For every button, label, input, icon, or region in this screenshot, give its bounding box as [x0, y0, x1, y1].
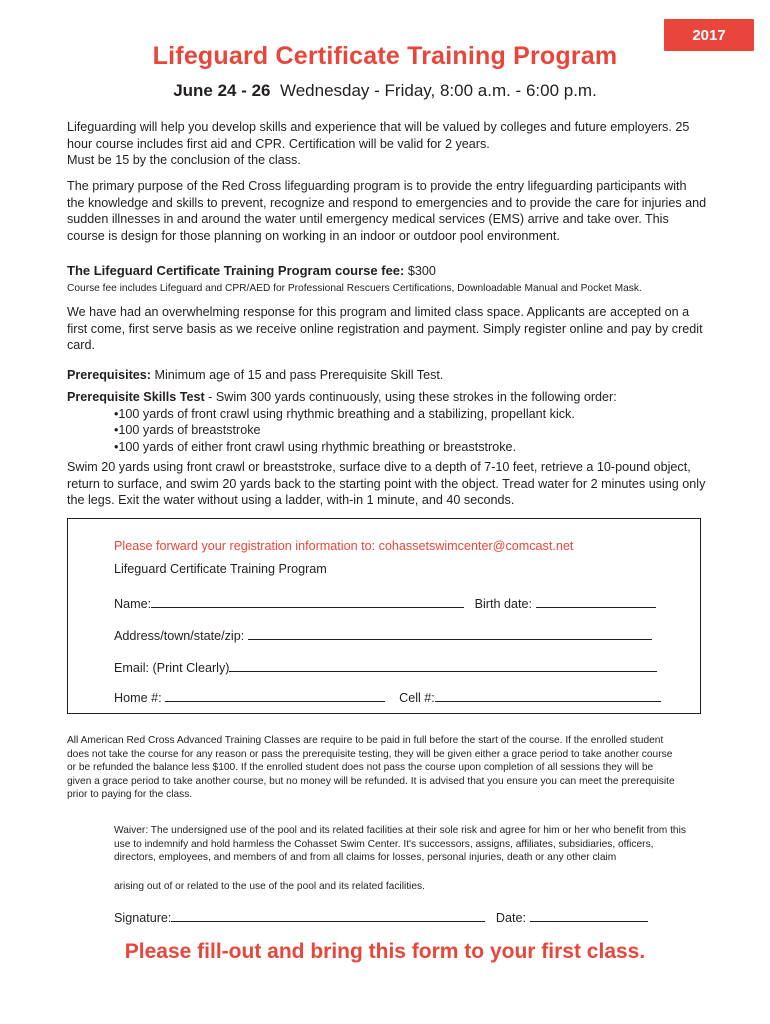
home-phone-field[interactable]: [165, 689, 385, 702]
email-label: Email: (Print Clearly): [114, 661, 230, 675]
address-field[interactable]: [248, 627, 652, 640]
address-label: Address/town/state/zip:: [114, 629, 245, 643]
intro-paragraph: [67, 119, 707, 169]
name-row: [114, 595, 656, 611]
form-program-title: Lifeguard Certificate Training Program: [114, 562, 327, 576]
skills-list: [67, 406, 707, 456]
waiver-text: Waiver: The undersigned use of the pool and its related facilities at their sole risk and agree for him or her who benefit from this use to indemnify and hold harmless the Cohasset Swim Center. It's successors, assigns, affiliates, subsidiaries, officers, directors, employees, and members of and from all claims for losses, personal injuries, death or any other claim: [114, 825, 686, 863]
cell-phone-field[interactable]: [435, 689, 661, 702]
cell-label: Cell #:: [399, 691, 435, 705]
fee-section: [67, 263, 707, 295]
bottom-notice: Please fill-out and bring this form to your first class.: [124, 940, 646, 963]
email-field[interactable]: [229, 659, 657, 672]
list-item: • 100 yards of breaststroke: [114, 422, 707, 439]
birth-label: Birth date:: [474, 597, 532, 611]
intro-line: Lifeguarding will help you develop skills and experience that will be valued by colleges and future employers. 25 hour course includes first aid and CPR. Certification will be valid for 2 years.: [67, 120, 690, 151]
prereq-label: Prerequisites:: [67, 368, 151, 382]
skills-text: - Swim 300 yards continuously, using these strokes in the following order:: [208, 390, 617, 404]
date-range: June 24 - 26: [173, 81, 271, 100]
name-label: Name:: [114, 597, 152, 611]
date-field[interactable]: [530, 909, 648, 922]
email-row: [114, 659, 657, 675]
home-label: Home #:: [114, 691, 162, 705]
prerequisites: [67, 367, 707, 384]
signature-field[interactable]: [171, 909, 485, 922]
refund-policy: All American Red Cross Advanced Training Classes are require to be paid in full before the start of the course. If the enrolled student does not take the course for any reason or pass the prerequisite testing, they will be given either a grace period to take another course or be refunded the balance less $100. If the enrolled student does not pass the course upon completion of all sessions they will be given a grace period to take another course, but no money will be refunded. It is advised that you ensure you can meet the prerequisite prior to paying for the class.: [67, 735, 675, 800]
fee-amount: $300: [407, 264, 436, 278]
date-schedule: Wednesday - Friday, 8:00 a.m. - 6:00 p.m.: [279, 81, 597, 100]
list-item: • 100 yards of either front crawl using rhythmic breathing or breaststroke.: [114, 439, 707, 456]
signature-row: [114, 909, 648, 925]
signature-label: Signature:: [114, 911, 172, 925]
registration-form: [67, 518, 701, 714]
name-field[interactable]: [151, 595, 464, 608]
forward-info: Please forward your registration information to: cohassetswimcenter@comcast.net: [114, 539, 574, 553]
year-badge: 2017: [664, 19, 754, 51]
fee-note: Course fee includes Lifeguard and CPR/AED for Professional Rescuers Certifications, Downloadable Manual and Pocket Mask.: [67, 282, 642, 294]
intro-age: Must be 15 by the conclusion of the class.: [67, 153, 301, 167]
fee-label: The Lifeguard Certificate Training Program course fee:: [67, 263, 405, 278]
address-row: [114, 627, 652, 643]
list-item: • 100 yards of front crawl using rhythmic breathing and a stabilizing, propellant kick.: [114, 406, 707, 423]
swim-paragraph: Swim 20 yards using front crawl or breaststroke, surface dive to a depth of 7-10 feet, retrieve a 10-pound object, return to surface, and swim 20 yards back to the starting point with the object. Tread water for 2 minutes using only the legs. Exit the water without using a ladder, with-in 1 minute, and 40 seconds.: [67, 460, 706, 507]
response-paragraph: We have had an overwhelming response for this program and limited class space. Applicants are accepted on a first come, first serve basis as we receive online registration and payment. Simply register online and pay by credit card.: [67, 305, 703, 352]
date-label: Date:: [495, 911, 527, 925]
waiver-tail: arising out of or related to the use of the pool and its related facilities.: [114, 881, 425, 892]
course-dates: [0, 81, 770, 101]
prereq-text: Minimum age of 15 and pass Prerequisite Skill Test.: [154, 368, 444, 382]
skills-test: [67, 389, 707, 455]
phone-row: [114, 689, 661, 705]
birth-date-field[interactable]: [536, 595, 656, 608]
page-title: Lifeguard Certificate Training Program: [152, 42, 618, 70]
purpose-paragraph: The primary purpose of the Red Cross lifeguarding program is to provide the entry lifeguarding participants with the knowledge and skills to prevent, recognize and respond to emergencies and to provide the care for injuries and sudden illnesses in and around the water until emergency medical services (EMS) arrive and take over. This course is design for those planning on working in an indoor or outdoor pool environment.: [67, 179, 707, 243]
skills-label: Prerequisite Skills Test: [67, 390, 205, 404]
